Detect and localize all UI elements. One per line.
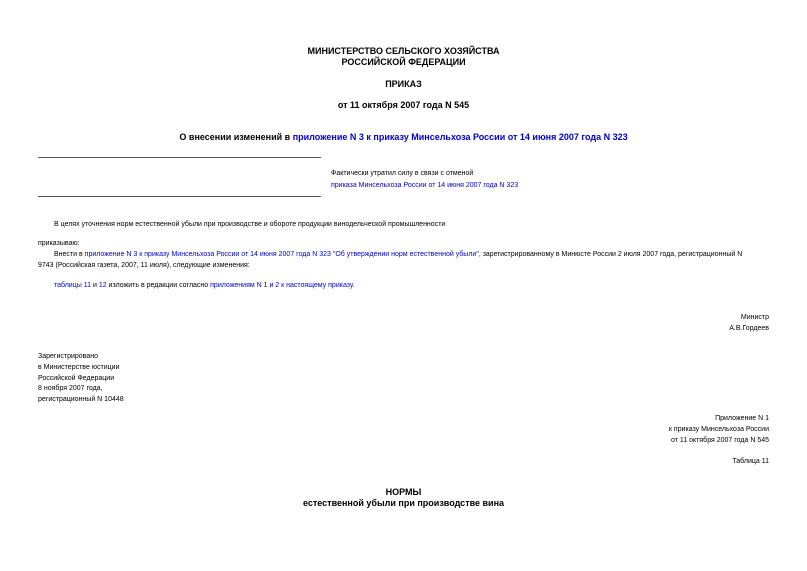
ministry-name-line1: МИНИСТЕРСТВО СЕЛЬСКОГО ХОЗЯЙСТВА (307, 46, 500, 56)
appendix-line2: к приказу Минсельхоза России (668, 426, 769, 433)
p2-link-tables[interactable]: таблицы (54, 282, 82, 289)
table-label: Таблица 11 (732, 458, 769, 465)
p2-link-appendices[interactable]: приложениям N 1 и 2 к настоящему приказу (210, 282, 353, 289)
document-date: от 11 октября 2007 года N 545 (337, 100, 470, 110)
order-word: приказываю: (38, 240, 80, 247)
registration-line2: в Министерстве юстиции (38, 364, 120, 371)
norms-subtitle: естественной убыли при производстве вина (302, 498, 505, 508)
signature-title: Министр (740, 314, 769, 321)
p1-prefix: Внести в (54, 251, 85, 258)
status-note-link[interactable]: приказа Минсельхоза России от 14 июня 2007 года N 323 (331, 182, 519, 189)
document-subject (0, 132, 807, 143)
registration-line3: Российской Федерации (38, 375, 115, 382)
status-note-line1: Фактически утратил силу в связи с отменой (331, 170, 474, 177)
p2-text-3: изложить в редакции согласно (106, 282, 211, 289)
divider-bottom (38, 196, 321, 197)
paragraph-1-line1 (54, 250, 742, 259)
p1-link-appendix[interactable]: приложение N 3 к приказу Минсельхоза России от 14 июня 2007 года N 323 (84, 251, 331, 258)
appendix-line1: Приложение N 1 (715, 415, 769, 422)
p1-suffix: , зарегистрированному в Минюсте России 2 июля 2007 года, регистрационный N (478, 251, 743, 258)
p2-text-2: и (91, 282, 99, 289)
registration-line5: регистрационный N 10448 (38, 396, 124, 403)
appendix-line3: от 11 октября 2007 года N 545 (671, 437, 769, 444)
p1-link-title[interactable]: "Об утверждении норм естественной убыли" (330, 251, 479, 258)
paragraph-1-line2: 9743 (Российская газета, 2007, 11 июля), следующие изменения: (38, 262, 250, 269)
p2-text-4: . (352, 282, 355, 289)
paragraph-2 (54, 281, 355, 290)
registration-line1: Зарегистрировано (38, 353, 98, 360)
norms-title: НОРМЫ (385, 487, 422, 497)
p2-link-12[interactable]: 12 (98, 282, 107, 289)
signature-name: А.В.Гордеев (729, 325, 769, 332)
subject-link[interactable]: приложение N 3 к приказу Минсельхоза России от 14 июня 2007 года N 323 (292, 132, 628, 142)
registration-line4: 8 ноября 2007 года, (38, 385, 103, 392)
subject-prefix: О внесении изменений в (179, 132, 293, 142)
p2-link-11[interactable]: 11 (83, 282, 91, 289)
document-type: ПРИКАЗ (385, 79, 422, 89)
ministry-name-line2: РОССИЙСКОЙ ФЕДЕРАЦИИ (341, 57, 466, 67)
divider-top (38, 157, 321, 158)
purpose-text: В целях уточнения норм естественной убыли при производстве и обороте продукции винодельческой промышленности (54, 221, 446, 228)
